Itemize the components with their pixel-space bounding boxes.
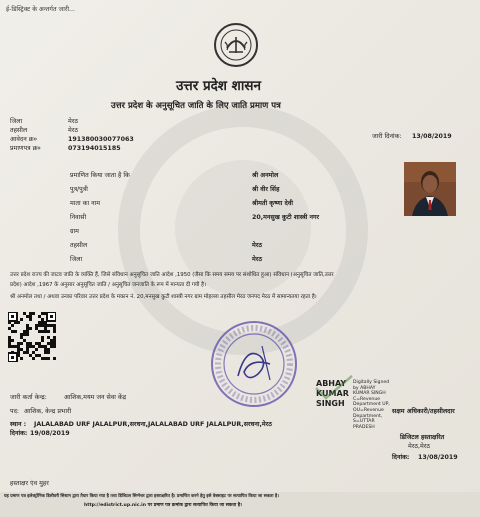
resident-value: 20,मनसुख कुटी शास्त्री नगर <box>252 214 320 221</box>
tehsil-label: तहसील <box>10 127 28 134</box>
father-name: श्री वीर सिंह <box>252 186 280 193</box>
office-place: मेरठ,मेरठ <box>408 443 431 450</box>
mother-name: श्रीमती कृष्णा देवी <box>252 200 293 207</box>
issuer-date-label: दिनांक: <box>10 430 28 437</box>
state-emblem-icon <box>213 22 259 68</box>
certificate-label: प्रमाणपत्र क्र० <box>10 145 41 152</box>
applicant-photo <box>404 162 456 216</box>
person-name: श्री अनमोल <box>252 172 279 179</box>
issue-date-value: 13/08/2019 <box>412 133 452 140</box>
issuer-post-value: आशिक, केन्द्र प्रभारी <box>24 408 72 415</box>
sign-and-seal-label: हस्ताक्षर एंव मुहर <box>10 480 49 487</box>
issuer-place-value: JALALABAD URF JALALPUR,सरधना,JALALABAD URF JALALPUR,सरधना,मेरठ <box>34 421 272 428</box>
issuer-center-value: आशिक,मयम जन सेवा केंद्र <box>64 394 127 401</box>
resident-label: निवासी <box>70 214 87 221</box>
footer-line-1: यह प्रमाण पत्र इलेक्ट्रॉनिक डिलीवरी सिस्टम द्वारा तैयार किया गया है तथा डिजिटल सिग्नेचर द्वारा हस्ताक्षरित है। प्रमाणित करने हेतु इसे वेबसाइट पर सत्यापित किया जा सकता है। <box>4 494 279 499</box>
signer-name-3: SINGH <box>316 399 345 408</box>
signer-name-2: KUMAR <box>316 389 349 398</box>
top-note: ई-डिस्ट्रिक्ट के अन्तर्गत जारी... <box>6 6 76 13</box>
issuer-place-label: स्थान : <box>10 421 27 428</box>
issue-date-label: जारी दिनांक: <box>372 133 402 140</box>
application-value: 191380030077063 <box>68 136 134 143</box>
page-title: उत्तर प्रदेश शासन <box>176 78 261 94</box>
person-district-value: मेरठ <box>252 256 262 263</box>
body-line-1: उत्तर प्रदेश राज्य की जाटव जाति के व्यक्ति हैं, जिसे संविधान अनुसूचित जाति आदेश ,1950 (जैसा कि समय समय पर संशोधित हुआ) संविधान (अनुसूचित जाति,उत्तर <box>10 272 334 278</box>
issuer-date-value: 19/08/2019 <box>30 430 70 437</box>
mother-label: माता का नाम <box>70 200 100 207</box>
certificate-value: 073194015185 <box>68 145 121 152</box>
district-value: मेरठ <box>68 118 78 125</box>
person-district-label: जिला <box>70 256 83 263</box>
signer-name-1: ABHAY <box>316 379 347 388</box>
tehsil-value: मेरठ <box>68 127 78 134</box>
qr-code-icon <box>8 312 56 362</box>
issuer-post-label: पद: <box>10 408 20 415</box>
digitally-signed-label: डिजिटल हस्ताक्षरित <box>400 434 445 441</box>
body-line-2: प्रदेश) आदेश ,1967 के अनुसार अनुसूचित जाति / अनुसूचित जनजाति के रूप में मान्यता दी गयी है। <box>10 282 207 288</box>
signing-date-label: दिनांक: <box>392 454 410 461</box>
body-line-3: श्री अनमोल तथा / अथवा उनका परिवार उत्तर प्रदेश के मकान नं. 20,मनसुख कुटी शास्त्री नगर ग्राम मोहल्ला तहसील मेरठ जनपद मेरठ में सामान्यतया रहता है। <box>10 294 317 300</box>
digital-signature-text: Digitally Signed by ABHAY KUMAR SINGH C=Revenue Department UP, OU=Revenue Department, S=UTTAR PRADESH <box>353 380 390 430</box>
village-label: ग्राम <box>70 228 79 235</box>
person-tehsil-label: तहसील <box>70 242 88 249</box>
signature-check-icon <box>312 372 370 402</box>
footer-line-2: http://edistrict.up.nic.in पर प्रमाण पत्र क्रमांक द्वारा सत्यापित किया जा सकता है। <box>84 503 242 508</box>
person-tehsil-value: मेरठ <box>252 242 262 249</box>
signing-office: सक्षम अधिकारी/तहसीलदार <box>392 408 455 415</box>
signing-date-value: 13/08/2019 <box>418 454 458 461</box>
district-label: जिला <box>10 118 23 125</box>
page-subtitle: उत्तर प्रदेश के अनुसूचित जाति के लिए जाति प्रमाण पत्र <box>111 101 281 111</box>
issuer-center-label: जारी कर्ता केन्द्र: <box>10 394 47 401</box>
official-seal-stamp <box>208 318 300 410</box>
application-label: आवेदन क्र० <box>10 136 37 143</box>
certify-label: प्रमाणित किया जाता है कि <box>70 172 130 179</box>
father-label: पुत्र/पुत्री <box>70 186 88 193</box>
